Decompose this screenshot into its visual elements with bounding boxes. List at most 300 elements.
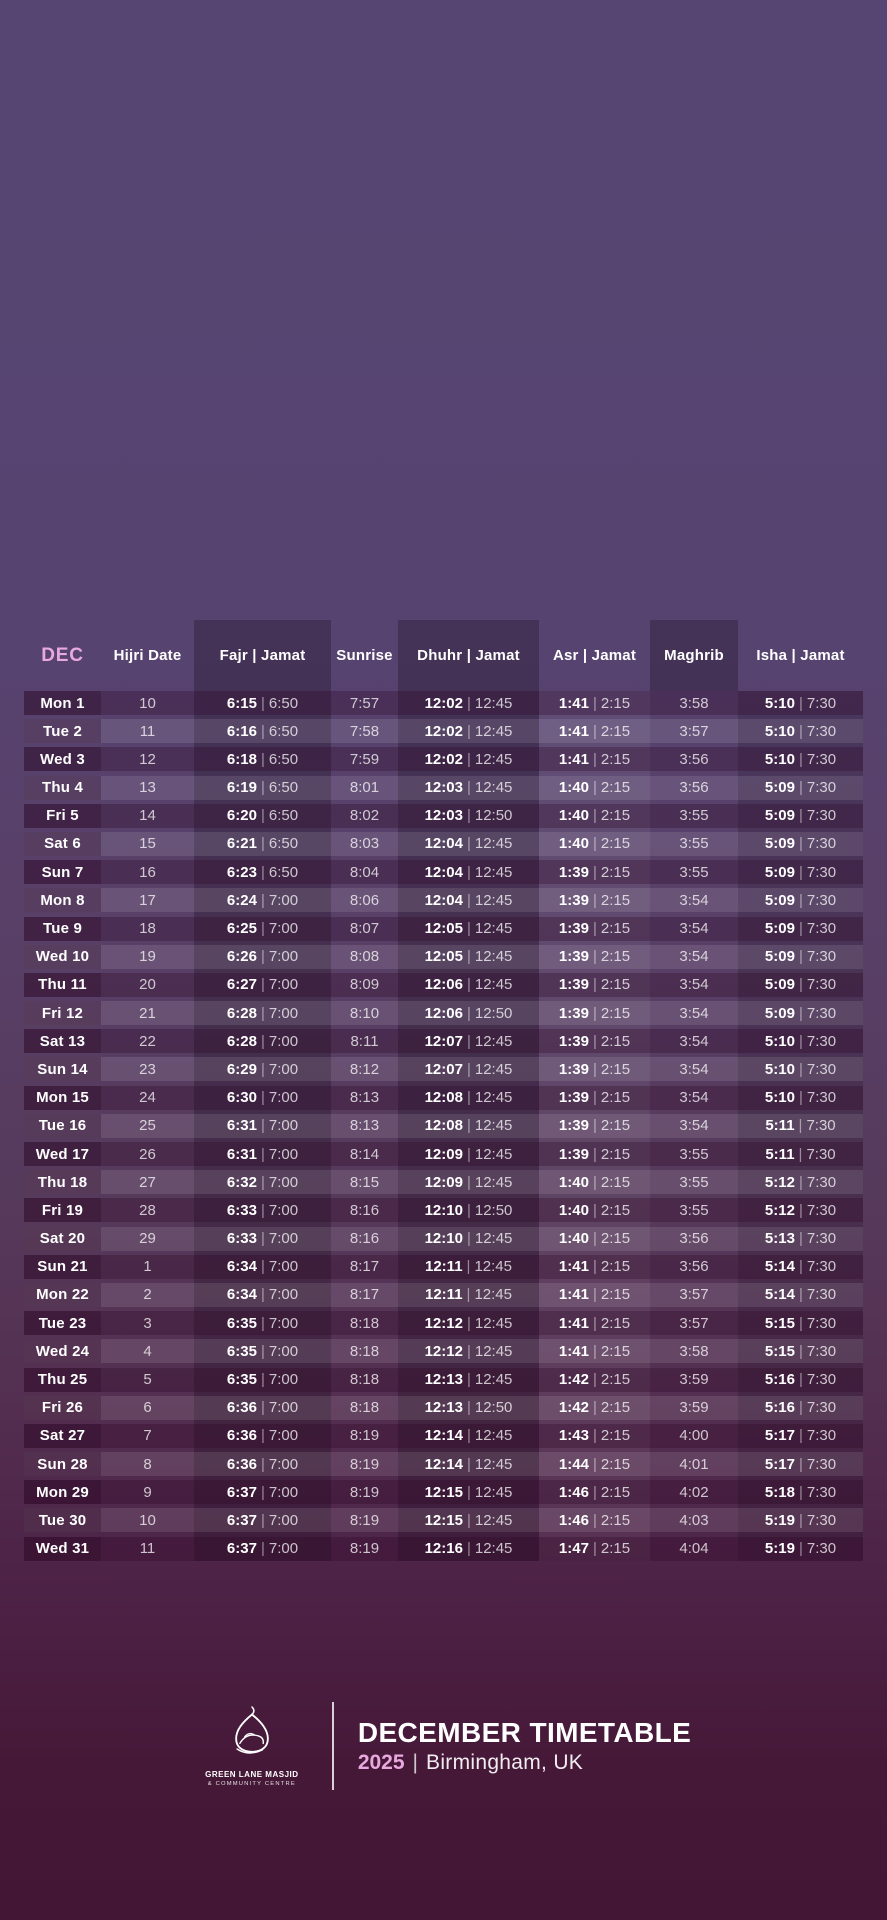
isha-cell: 5:12 | 7:30: [764, 1201, 837, 1219]
timetable-row: [24, 945, 863, 969]
asr-cell: 1:41 | 2:15: [558, 722, 631, 740]
fajr-cell: 6:25 | 7:00: [226, 920, 299, 937]
asr-cell: 1:40 | 2:15: [558, 1201, 631, 1219]
asr-cell: 1:40 | 2:15: [558, 835, 631, 853]
hijri-date-cell: 29: [139, 1230, 156, 1248]
sunrise-cell: 7:57: [349, 694, 380, 712]
dhuhr-cell: 12:13 | 12:50: [424, 1399, 513, 1417]
timetable-row: [24, 776, 863, 800]
dhuhr-cell: 12:11 | 12:45: [425, 1286, 512, 1304]
day-cell: Mon 8: [24, 888, 101, 912]
dhuhr-cell: 12:12 | 12:45: [424, 1342, 513, 1360]
maghrib-cell: 3:56: [679, 750, 709, 768]
isha-cell: 5:09 | 7:30: [764, 1004, 837, 1022]
isha-cell: 5:15 | 7:30: [764, 1314, 837, 1332]
fajr-cell: 6:35 | 7:00: [226, 1342, 299, 1360]
isha-cell: 5:09 | 7:30: [764, 835, 837, 853]
fajr-cell: 6:16 | 6:50: [226, 722, 299, 740]
day-cell: Wed 31: [24, 1537, 101, 1561]
isha-cell: 5:09 | 7:30: [764, 807, 837, 825]
timetable-row: [24, 1255, 863, 1279]
isha-cell: 5:09 | 7:30: [764, 863, 837, 881]
maghrib-cell: 3:54: [679, 891, 709, 909]
sunrise-cell: 8:19: [349, 1540, 380, 1558]
asr-cell: 1:39 | 2:15: [558, 1060, 631, 1078]
hijri-date-cell: 19: [139, 948, 156, 966]
sunrise-cell: 8:08: [349, 948, 380, 966]
timetable-row: [24, 1114, 863, 1138]
fajr-cell: 6:31 | 7:00: [226, 1117, 299, 1135]
isha-cell: 5:10 | 7:30: [764, 1032, 837, 1050]
dhuhr-cell: 12:02 | 12:45: [424, 750, 513, 768]
dhuhr-cell: 12:14 | 12:45: [424, 1427, 513, 1445]
asr-cell: 1:39 | 2:15: [558, 891, 631, 909]
sunrise-cell: 8:18: [349, 1342, 380, 1360]
asr-cell: 1:43 | 2:15: [558, 1427, 631, 1445]
timetable-row: [24, 1198, 863, 1222]
timetable-row: [24, 1339, 863, 1363]
isha-cell: 5:12 | 7:30: [764, 1173, 837, 1191]
maghrib-cell: 3:55: [679, 835, 709, 853]
timetable-row: [24, 1480, 863, 1504]
day-cell: Fri 26: [24, 1396, 101, 1420]
timetable-row: [24, 1452, 863, 1476]
isha-cell: 5:15 | 7:30: [764, 1342, 837, 1360]
isha-cell: 5:10 | 7:30: [764, 1089, 837, 1107]
maghrib-cell: 3:54: [679, 1089, 709, 1107]
isha-cell: 5:17 | 7:30: [764, 1455, 837, 1473]
isha-cell: 5:10 | 7:30: [764, 750, 837, 768]
timetable-row: [24, 1057, 863, 1081]
sunrise-cell: 8:13: [349, 1117, 380, 1135]
day-cell: Thu 25: [24, 1368, 101, 1392]
asr-cell: 1:39 | 2:15: [558, 1089, 631, 1107]
timetable-row: [24, 860, 863, 884]
timetable-row: [24, 804, 863, 828]
timetable-row: [24, 1424, 863, 1448]
timetable-row: [24, 1508, 863, 1532]
day-cell: Wed 3: [24, 747, 101, 771]
maghrib-cell: 3:55: [679, 1201, 709, 1219]
isha-cell: 5:17 | 7:30: [764, 1427, 837, 1445]
dhuhr-cell: 12:09 | 12:45: [424, 1173, 513, 1191]
column-header-hijri-date: Hijri Date: [113, 647, 182, 664]
hijri-date-cell: 13: [139, 779, 156, 797]
day-cell: Sat 27: [24, 1424, 101, 1448]
sunrise-cell: 8:19: [349, 1427, 380, 1445]
dhuhr-cell: 12:11 | 12:45: [425, 1258, 512, 1276]
asr-cell: 1:40 | 2:15: [558, 1230, 631, 1248]
day-cell: Tue 23: [24, 1311, 101, 1335]
hijri-date-cell: 11: [139, 1540, 156, 1558]
hijri-date-cell: 12: [139, 750, 156, 768]
dhuhr-cell: 12:07 | 12:45: [424, 1032, 513, 1050]
sunrise-cell: 8:04: [349, 863, 380, 881]
maghrib-cell: 3:55: [679, 807, 709, 825]
dhuhr-cell: 12:03 | 12:50: [424, 807, 513, 825]
isha-cell: 5:09 | 7:30: [764, 920, 837, 937]
maghrib-cell: 3:58: [679, 694, 709, 712]
maghrib-cell: 3:55: [679, 1145, 709, 1163]
fajr-cell: 6:36 | 7:00: [226, 1427, 299, 1445]
hijri-date-cell: 14: [139, 807, 156, 825]
month-label: DEC: [41, 644, 84, 666]
day-cell: Wed 10: [24, 945, 101, 969]
timetable-row: [24, 691, 863, 715]
hijri-date-cell: 21: [139, 1004, 156, 1022]
asr-cell: 1:39 | 2:15: [558, 1032, 631, 1050]
timetable-row: [24, 1368, 863, 1392]
hijri-date-cell: 7: [143, 1427, 152, 1445]
maghrib-cell: 3:56: [679, 1230, 709, 1248]
fajr-cell: 6:37 | 7:00: [226, 1540, 299, 1558]
dhuhr-cell: 12:10 | 12:45: [424, 1230, 513, 1248]
dhuhr-cell: 12:05 | 12:45: [424, 948, 513, 966]
sunrise-cell: 8:10: [349, 1004, 380, 1022]
mosque-dome-calligraphy-icon: [224, 1705, 280, 1765]
fajr-cell: 6:20 | 6:50: [226, 807, 299, 825]
fajr-cell: 6:31 | 7:00: [226, 1145, 299, 1163]
sunrise-cell: 8:15: [349, 1173, 380, 1191]
hijri-date-cell: 18: [139, 920, 156, 937]
dhuhr-cell: 12:15 | 12:45: [424, 1483, 513, 1501]
sunrise-cell: 8:19: [349, 1483, 380, 1501]
dhuhr-cell: 12:09 | 12:45: [424, 1145, 513, 1163]
dhuhr-cell: 12:06 | 12:45: [424, 976, 513, 994]
isha-cell: 5:14 | 7:30: [764, 1286, 837, 1304]
asr-cell: 1:39 | 2:15: [558, 1117, 631, 1135]
isha-cell: 5:10 | 7:30: [764, 1060, 837, 1078]
timetable-header-row: [24, 620, 863, 691]
timetable-row: [24, 832, 863, 856]
dhuhr-cell: 12:02 | 12:45: [424, 694, 513, 712]
fajr-cell: 6:35 | 7:00: [226, 1371, 299, 1388]
timetable-row: [24, 1537, 863, 1561]
isha-cell: 5:19 | 7:30: [764, 1511, 837, 1529]
fajr-cell: 6:27 | 7:00: [226, 976, 299, 994]
maghrib-cell: 4:02: [679, 1483, 709, 1501]
asr-cell: 1:46 | 2:15: [558, 1511, 631, 1529]
isha-cell: 5:19 | 7:30: [764, 1540, 837, 1558]
day-cell: Tue 16: [24, 1114, 101, 1138]
fajr-cell: 6:28 | 7:00: [226, 1032, 299, 1050]
day-cell: Fri 5: [24, 804, 101, 828]
sunrise-cell: 8:13: [349, 1089, 380, 1107]
maghrib-cell: 4:04: [679, 1540, 709, 1558]
maghrib-cell: 3:54: [679, 976, 709, 994]
hijri-date-cell: 6: [143, 1399, 152, 1417]
day-cell: Mon 1: [24, 691, 101, 715]
timetable-row: [24, 747, 863, 771]
maghrib-cell: 3:57: [679, 1286, 709, 1304]
fajr-cell: 6:37 | 7:00: [226, 1483, 299, 1501]
hijri-date-cell: 10: [139, 1511, 156, 1529]
sunrise-cell: 8:19: [349, 1511, 380, 1529]
fajr-cell: 6:18 | 6:50: [226, 750, 299, 768]
fajr-cell: 6:33 | 7:00: [226, 1230, 299, 1248]
dhuhr-cell: 12:03 | 12:45: [424, 779, 513, 797]
day-cell: Mon 22: [24, 1283, 101, 1307]
timetable-row: [24, 1142, 863, 1166]
timetable-row: [24, 719, 863, 743]
timetable-row: [24, 1001, 863, 1025]
footer-title-block: [357, 1716, 692, 1774]
maghrib-cell: 3:54: [679, 920, 709, 937]
day-cell: Tue 30: [24, 1508, 101, 1532]
hijri-date-cell: 2: [143, 1286, 152, 1304]
isha-cell: 5:14 | 7:30: [764, 1258, 837, 1276]
maghrib-cell: 3:55: [679, 863, 709, 881]
timetable-row: [24, 1170, 863, 1194]
day-cell: Sun 28: [24, 1452, 101, 1476]
dhuhr-cell: 12:04 | 12:45: [424, 835, 513, 853]
dhuhr-cell: 12:04 | 12:45: [424, 863, 513, 881]
day-cell: Fri 19: [24, 1198, 101, 1222]
dhuhr-cell: 12:07 | 12:45: [424, 1060, 513, 1078]
asr-cell: 1:47 | 2:15: [558, 1540, 631, 1558]
asr-cell: 1:41 | 2:15: [558, 1342, 631, 1360]
sunrise-cell: 7:59: [349, 750, 380, 768]
fajr-cell: 6:23 | 6:50: [226, 863, 299, 881]
isha-cell: 5:18 | 7:30: [764, 1483, 837, 1501]
day-cell: Sat 13: [24, 1029, 101, 1053]
timetable-row: [24, 1227, 863, 1251]
isha-cell: 5:13 | 7:30: [764, 1230, 837, 1248]
sunrise-cell: 8:09: [349, 976, 380, 994]
timetable-rows: [24, 691, 863, 1561]
maghrib-cell: 4:00: [679, 1427, 709, 1445]
asr-cell: 1:41 | 2:15: [558, 1286, 631, 1304]
asr-cell: 1:41 | 2:15: [558, 694, 631, 712]
fajr-cell: 6:26 | 7:00: [226, 948, 299, 966]
hijri-date-cell: 27: [139, 1173, 156, 1191]
timetable-subtitle: [358, 1752, 691, 1773]
fajr-cell: 6:35 | 7:00: [226, 1314, 299, 1332]
sunrise-cell: 8:12: [349, 1060, 380, 1078]
column-header-fajr-jamat: Fajr | Jamat: [219, 647, 306, 664]
maghrib-cell: 3:54: [679, 1032, 709, 1050]
asr-cell: 1:42 | 2:15: [558, 1371, 631, 1388]
fajr-cell: 6:36 | 7:00: [226, 1455, 299, 1473]
dhuhr-cell: 12:08 | 12:45: [424, 1117, 513, 1135]
day-cell: Tue 9: [24, 917, 101, 941]
sunrise-cell: 8:16: [349, 1201, 380, 1219]
day-cell: Wed 24: [24, 1339, 101, 1363]
hijri-date-cell: 5: [143, 1371, 152, 1388]
asr-cell: 1:40 | 2:15: [558, 807, 631, 825]
isha-cell: 5:11 | 7:30: [765, 1145, 836, 1163]
timetable-row: [24, 1396, 863, 1420]
fajr-cell: 6:21 | 6:50: [226, 835, 299, 853]
fajr-cell: 6:33 | 7:00: [226, 1201, 299, 1219]
hijri-date-cell: 23: [139, 1060, 156, 1078]
sunrise-cell: 8:06: [349, 891, 380, 909]
timetable-row: [24, 888, 863, 912]
maghrib-cell: 4:01: [679, 1455, 709, 1473]
day-cell: Thu 11: [24, 973, 101, 997]
asr-cell: 1:41 | 2:15: [558, 750, 631, 768]
sunrise-cell: 8:18: [349, 1314, 380, 1332]
asr-cell: 1:39 | 2:15: [558, 1004, 631, 1022]
hijri-date-cell: 16: [139, 863, 156, 881]
sunrise-cell: 8:17: [349, 1286, 380, 1304]
asr-cell: 1:39 | 2:15: [558, 948, 631, 966]
sunrise-cell: 8:11: [350, 1032, 379, 1050]
asr-cell: 1:39 | 2:15: [558, 976, 631, 994]
day-cell: Wed 17: [24, 1142, 101, 1166]
fajr-cell: 6:19 | 6:50: [226, 779, 299, 797]
sunrise-cell: 7:58: [349, 722, 380, 740]
day-cell: Sat 6: [24, 832, 101, 856]
dhuhr-cell: 12:16 | 12:45: [424, 1540, 513, 1558]
fajr-cell: 6:28 | 7:00: [226, 1004, 299, 1022]
hijri-date-cell: 26: [139, 1145, 156, 1163]
hijri-date-cell: 17: [139, 891, 156, 909]
day-cell: Sat 20: [24, 1227, 101, 1251]
timetable-row: [24, 1029, 863, 1053]
maghrib-cell: 3:59: [679, 1399, 709, 1417]
day-cell: Thu 18: [24, 1170, 101, 1194]
timetable-location: Birmingham, UK: [426, 1750, 584, 1774]
dhuhr-cell: 12:08 | 12:45: [424, 1089, 513, 1107]
green-lane-masjid-logo: [196, 1705, 308, 1787]
hijri-date-cell: 10: [139, 694, 156, 712]
dhuhr-cell: 12:10 | 12:50: [424, 1201, 513, 1219]
hijri-date-cell: 8: [143, 1455, 152, 1473]
day-cell: Mon 29: [24, 1480, 101, 1504]
asr-cell: 1:44 | 2:15: [558, 1455, 631, 1473]
asr-cell: 1:41 | 2:15: [558, 1258, 631, 1276]
asr-cell: 1:41 | 2:15: [558, 1314, 631, 1332]
dhuhr-cell: 12:04 | 12:45: [424, 891, 513, 909]
isha-cell: 5:16 | 7:30: [764, 1371, 837, 1388]
footer-divider: [332, 1702, 334, 1790]
sunrise-cell: 8:18: [349, 1399, 380, 1417]
sunrise-cell: 8:14: [349, 1145, 380, 1163]
maghrib-cell: 3:54: [679, 1117, 709, 1135]
hijri-date-cell: 20: [139, 976, 156, 994]
maghrib-cell: 3:54: [679, 1004, 709, 1022]
day-cell: Mon 15: [24, 1086, 101, 1110]
hijri-date-cell: 4: [143, 1342, 152, 1360]
fajr-cell: 6:29 | 7:00: [226, 1060, 299, 1078]
sunrise-cell: 8:19: [349, 1455, 380, 1473]
fajr-cell: 6:34 | 7:00: [226, 1258, 299, 1276]
hijri-date-cell: 11: [139, 722, 156, 740]
maghrib-cell: 3:57: [679, 722, 709, 740]
footer: [0, 1688, 887, 1803]
fajr-cell: 6:15 | 6:50: [226, 694, 299, 712]
dhuhr-cell: 12:12 | 12:45: [424, 1314, 513, 1332]
isha-cell: 5:11 | 7:30: [765, 1117, 836, 1135]
isha-cell: 5:09 | 7:30: [764, 779, 837, 797]
day-cell: Sun 7: [24, 860, 101, 884]
maghrib-cell: 3:56: [679, 1258, 709, 1276]
column-header-sunrise: Sunrise: [336, 647, 393, 664]
fajr-cell: 6:24 | 7:00: [226, 891, 299, 909]
maghrib-cell: 3:54: [679, 1060, 709, 1078]
fajr-cell: 6:37 | 7:00: [226, 1511, 299, 1529]
hijri-date-cell: 25: [139, 1117, 156, 1135]
timetable-row: [24, 1086, 863, 1110]
isha-cell: 5:10 | 7:30: [764, 722, 837, 740]
maghrib-cell: 3:54: [679, 948, 709, 966]
isha-cell: 5:09 | 7:30: [764, 976, 837, 994]
dhuhr-cell: 12:02 | 12:45: [424, 722, 513, 740]
maghrib-cell: 3:59: [679, 1371, 709, 1388]
timetable-row: [24, 1283, 863, 1307]
timetable-row: [24, 917, 863, 941]
sunrise-cell: 8:18: [349, 1371, 380, 1388]
fajr-cell: 6:36 | 7:00: [226, 1399, 299, 1417]
hijri-date-cell: 24: [139, 1089, 156, 1107]
sunrise-cell: 8:16: [349, 1230, 380, 1248]
maghrib-cell: 4:03: [679, 1511, 709, 1529]
day-cell: Fri 12: [24, 1001, 101, 1025]
column-header-isha-jamat: Isha | Jamat: [756, 647, 845, 664]
dhuhr-cell: 12:13 | 12:45: [424, 1371, 513, 1388]
sunrise-cell: 8:07: [349, 920, 380, 937]
logo-name-text: GREEN LANE MASJID: [205, 1769, 299, 1779]
fajr-cell: 6:34 | 7:00: [226, 1286, 299, 1304]
prayer-timetable: [24, 620, 863, 1561]
hijri-date-cell: 15: [139, 835, 156, 853]
day-cell: Thu 4: [24, 776, 101, 800]
isha-cell: 5:09 | 7:30: [764, 948, 837, 966]
asr-cell: 1:46 | 2:15: [558, 1483, 631, 1501]
column-header-dhuhr-jamat: Dhuhr | Jamat: [417, 647, 520, 664]
asr-cell: 1:39 | 2:15: [558, 863, 631, 881]
maghrib-cell: 3:56: [679, 779, 709, 797]
sunrise-cell: 8:02: [349, 807, 380, 825]
column-header-maghrib: Maghrib: [664, 647, 724, 664]
sunrise-cell: 8:03: [349, 835, 380, 853]
dhuhr-cell: 12:05 | 12:45: [424, 920, 513, 937]
asr-cell: 1:40 | 2:15: [558, 779, 631, 797]
fajr-cell: 6:30 | 7:00: [226, 1089, 299, 1107]
asr-cell: 1:40 | 2:15: [558, 1173, 631, 1191]
dhuhr-cell: 12:14 | 12:45: [424, 1455, 513, 1473]
hijri-date-cell: 9: [143, 1483, 152, 1501]
day-cell: Sun 21: [24, 1255, 101, 1279]
day-cell: Sun 14: [24, 1057, 101, 1081]
fajr-cell: 6:32 | 7:00: [226, 1173, 299, 1191]
timetable-year: 2025: [357, 1750, 405, 1774]
hijri-date-cell: 22: [139, 1032, 156, 1050]
logo-subname-text: & COMMUNITY CENTRE: [207, 1780, 296, 1787]
timetable-title: DECEMBER TIMETABLE: [357, 1716, 692, 1748]
hijri-date-cell: 28: [139, 1201, 156, 1219]
dhuhr-cell: 12:06 | 12:50: [424, 1004, 513, 1022]
isha-cell: 5:09 | 7:30: [764, 891, 837, 909]
timetable-row: [24, 973, 863, 997]
hijri-date-cell: 1: [143, 1258, 152, 1276]
asr-cell: 1:39 | 2:15: [558, 1145, 631, 1163]
maghrib-cell: 3:55: [679, 1173, 709, 1191]
asr-cell: 1:42 | 2:15: [558, 1399, 631, 1417]
dhuhr-cell: 12:15 | 12:45: [424, 1511, 513, 1529]
column-header-asr-jamat: Asr | Jamat: [552, 647, 637, 664]
sunrise-cell: 8:01: [349, 779, 380, 797]
timetable-row: [24, 1311, 863, 1335]
sunrise-cell: 8:17: [349, 1258, 380, 1276]
maghrib-cell: 3:57: [679, 1314, 709, 1332]
asr-cell: 1:39 | 2:15: [558, 920, 631, 937]
subtitle-separator: |: [412, 1750, 419, 1774]
day-cell: Tue 2: [24, 719, 101, 743]
isha-cell: 5:10 | 7:30: [764, 694, 837, 712]
maghrib-cell: 3:58: [679, 1342, 709, 1360]
